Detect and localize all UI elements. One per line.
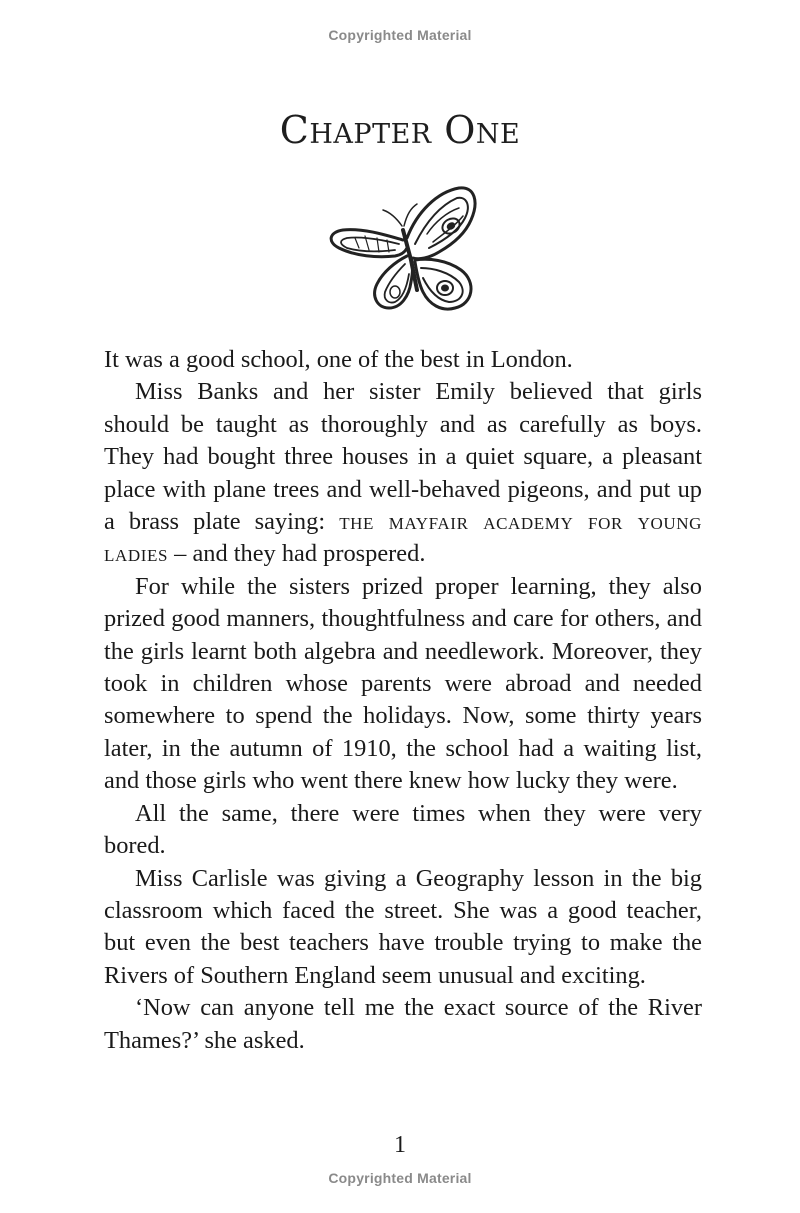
paragraph-2-text: Miss Banks and her sister Emily believed that girls should be taught as thoroughly and as carefully as boys. They had bought three houses in a quiet square, a pleasant place with plane trees and well-behaved pigeons, and put up a brass plate saying:: [104, 378, 702, 536]
brass-plate-text: the mayfair academy for young ladies: [104, 508, 702, 568]
paragraph-2: [104, 376, 702, 570]
paragraph-5: Miss Carlisle was giving a Geography lesson in the big classroom which faced the street. She was a good teacher, but even the best teachers have trouble trying to make the Rivers of Southern England seem unusual and exciting.: [104, 864, 702, 989]
page-number: 1: [394, 1132, 406, 1158]
paragraph-4: All the same, there were times when they were very bored.: [104, 799, 702, 860]
copyright-watermark-bottom: Copyrighted Material: [328, 1170, 472, 1186]
paragraph-6: ‘Now can anyone tell me the exact source of the River Thames?’ she asked.: [104, 994, 702, 1054]
chapter-title: Chapter One: [279, 108, 521, 152]
paragraph-3: For while the sisters prized proper learning, they also prized good manners, thoughtfulness and care for others, and the girls learnt both algebra and needlework. Moreover, they took in children whose parents were abroad and needed somewhere to spend the holidays. Now, some thirty years later, in the autumn of 1910, the school had a waiting list, and those girls who went there knew how lucky they were.: [104, 572, 702, 795]
butterfly-icon: [325, 186, 480, 314]
chapter-body: [104, 344, 702, 1057]
paragraph-2-ending: – and they had prospered.: [168, 540, 426, 568]
paragraph-1: It was a good school, one of the best in London.: [104, 346, 573, 373]
copyright-watermark-top: Copyrighted Material: [328, 27, 472, 43]
